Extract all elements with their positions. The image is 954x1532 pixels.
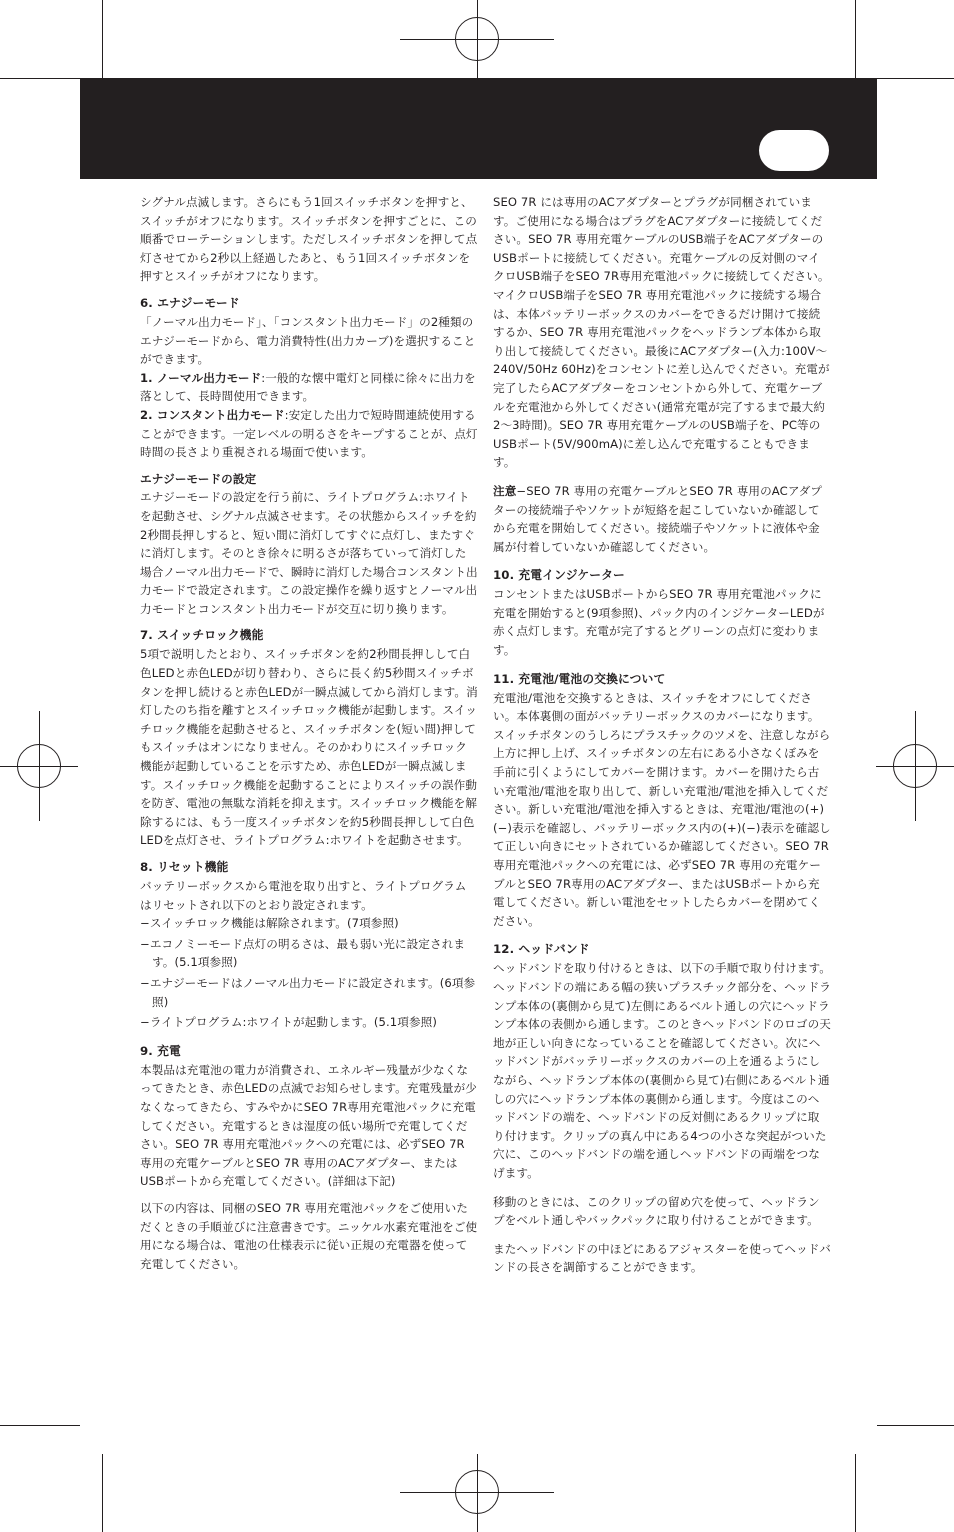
caution-label: 注意 xyxy=(493,483,517,498)
section-8-list-item: −エコノミーモード点灯の明るさは、最も弱い光に設定されます。(5.1項参照) xyxy=(140,936,466,970)
right-column xyxy=(493,193,831,1285)
section-10-heading: 10. 充電インジケーター xyxy=(493,568,625,583)
section-9-text-1: 本製品は充電池の電力が消費され、エネルギー残量が少なくなってきたとき、赤色LEDの点滅でお知らせします。充電残量が少なくなってきたら、すみやかにSEO 7R専用充電池パックに充電してください。充電するときは湿度の低い場所で充電してください。SEO 7R 専用充電池パックへの充電には、必ずSEO 7R 専用の充電ケーブルとSEO 7R 専用のACアダプター、またはUSBポートから充電してください。(詳細は下記) xyxy=(140,1062,478,1189)
section-9-heading: 9. 充電 xyxy=(140,1043,181,1058)
section-12-text-2: 移動のときには、このクリップの留め穴を使って、ヘッドランプをベルト通しやバックパックに取り付けることができます。 xyxy=(493,1194,820,1228)
section-11-heading: 11. 充電池/電池の交換について xyxy=(493,671,666,686)
section-10-text: コンセントまたはUSBポートからSEO 7R 専用充電池パックに充電を開始すると(9項参照)、パック内のインジケーターLEDが赤く点灯します。充電が完了するとグリーンの点灯に変わります。 xyxy=(493,587,825,658)
energy-mode-setting-text: エナジーモードの設定を行う前に、ライトプログラム:ホワイトを起動させ、シグナル点滅させます。その状態からスイッチを約2秒間長押しすると、短い間に消灯してすぐに点灯し、またすぐに消灯します。そのとき徐々に明るさが落ちていって消灯した場合ノーマル出力モードで、瞬時に消灯した場合コンスタント出力モードで設定されます。この設定操作を繰り返すとノーマル出力モードとコンスタント出力モードが交互に切り換ります。 xyxy=(140,490,478,616)
charging-procedure-text: SEO 7R には専用のACアダプターとプラグが同梱されています。ご使用になる場合はプラグをACアダプターに接続してください。SEO 7R 専用充電ケーブルのUSB端子をACアダプターのUSBポートに接続してください。充電ケーブルの反対側のマイクロUSB端子をSEO 7R専用充電池パックに接続してください。マイクロUSB端子をSEO 7R 専用充電池パックに接続する場合は、本体バッテリーボックスのカバーをできるだけ開けて接続するか、SEO 7R 専用充電池パックをヘッドランプ本体から取り出して接続してください。最後にACアダプター(入力:100V〜240V/50Hz 60Hz)をコンセントに差し込んでください。充電が完了したらACアダプターをコンセントから外して、充電ケーブルを充電池から外してください(通常充電が完了するまで最大約2〜3時間)。SEO 7R 専用充電ケーブルのUSB端子を、PC等のUSBポート(5V/900mA)に差し込んで充電することもできます。 xyxy=(493,195,830,470)
intro-paragraph: シグナル点滅します。さらにもう1回スイッチボタンを押すと、スイッチがオフになります。スイッチボタンを押すごとに、この順番でローテーションします。ただしスイッチボタンを押して点灯させてから2秒以上経過したあと、もう1回スイッチボタンを押すとスイッチがオフになります。 xyxy=(140,195,478,284)
section-6-item-2-text: :安定した出力で短時間連続使用することができます。一定レベルの明るさをキープすることが、点灯時間の長さより重視される場面で使います。 xyxy=(140,407,478,460)
section-6-text: 「ノーマル出力モード」、「コンスタント出力モード」の2種類のエナジーモードから、電力消費特性(出力カーブ)を選択することができます。 xyxy=(140,314,476,367)
section-7-text: 5項で説明したとおり、スイッチボタンを約2秒間長押しして白色LEDと赤色LEDが切り替わり、さらに長く約5秒間スイッチボタンを押し続けると赤色LEDが一瞬点滅してから消灯します。消灯したのち指を離すとスイッチロック機能が起動します。スイッチロック機能を起動させると、スイッチボタンを(短い間)押してもスイッチはオンになりません。そのかわりにスイッチロック機能が起動していることを示すため、赤色LEDが一瞬点滅します。スイッチロック機能を起動することによりスイッチの誤作動を防ぎ、電池の無駄な消耗を抑えます。スイッチロック機能を解除するには、もう一度スイッチボタンを約5秒間長押しして白色LEDを点灯させ、ライトプログラム:ホワイトを起動させます。 xyxy=(140,647,478,848)
page-badge xyxy=(759,130,829,171)
section-9-text-2: 以下の内容は、同梱のSEO 7R 専用充電池パックをご使用いただくときの手順並びに注意書きです。ニッケル水素充電池をご使用になる場合は、電池の仕様表示に従い正規の充電器を使って充電してください。 xyxy=(140,1200,478,1271)
section-6-heading: 6. エナジーモード xyxy=(140,295,240,310)
section-6-item-2-label: 2. コンスタント出力モード xyxy=(140,407,285,422)
section-6-item-1 xyxy=(140,369,478,406)
section-12-text-1: ヘッドバンドを取り付けるときは、以下の手順で取り付けます。ヘッドバンドの端にある幅の狭いプラスチック部分を、ヘッドランプ本体の(裏側から見て)左側にあるベルト通しの穴にヘッドランプ本体の表側から通します。このときヘッドバンドのロゴの天地が正しい向きになっていることを確認してください。次にヘッドバンドがバッテリーボックスのカバーの上を通るようにしながら、ヘッドランプ本体の(裏側から見て)右側にあるベルト通しの穴にヘッドランプ本体の裏側から通します。今度はこのヘッドバンドの端を、ヘッドバンドの反対側にあるクリップに取り付けます。クリップの真ん中にある4つの小さな突起がついた穴に、このヘッドバンドの端を通しヘッドバンドの両端をつなげます。 xyxy=(493,961,831,1180)
section-8-list-item: −ライトプログラム:ホワイトが起動します。(5.1項参照) xyxy=(140,1015,437,1030)
section-7-heading: 7. スイッチロック機能 xyxy=(140,628,264,643)
section-8-list-item: −スイッチロック機能は解除されます。(7項参照) xyxy=(140,916,399,931)
energy-mode-setting-heading: エナジーモードの設定 xyxy=(140,471,257,486)
header-bar xyxy=(80,78,877,179)
section-12-heading: 12. ヘッドバンド xyxy=(493,942,590,957)
section-6-item-1-label: 1. ノーマル出力モード xyxy=(140,370,262,385)
section-8-text: バッテリーボックスから電池を取り出すと、ライトプログラムはリセットされ以下のとおり設定されます。 xyxy=(140,879,467,912)
caution-text: −SEO 7R 専用の充電ケーブルとSEO 7R 専用のACアダプターの接続端子やソケットが短絡を起こしていないか確認してから充電を開始してください。接続端子やソケットに液体や金属が付着していないか確認してください。 xyxy=(493,483,823,554)
left-column xyxy=(140,193,478,1281)
section-8-heading: 8. リセット機能 xyxy=(140,860,229,874)
caution-paragraph xyxy=(493,482,831,556)
section-12-text-3: またヘッドバンドの中ほどにあるアジャスターを使ってヘッドバンドの長さを調節することができます。 xyxy=(493,1241,831,1275)
section-6-item-2 xyxy=(140,406,478,462)
section-8-list-item: −エナジーモードはノーマル出力モードに設定されます。(6項参照) xyxy=(140,975,476,1009)
section-11-text: 充電池/電池を交換するときは、スイッチをオフにしてください。本体裏側の面がバッテリーボックスのカバーになります。スイッチボタンのうしろにプラスチックのツメを、注意しながら上方に押し上げ、スイッチボタンの左右にある小さなくぼみを手前に引くようにしてカバーを開けます。カバーを開けたら古い充電池/電池を取り出して、新しい充電池/電池を挿入してください。新しい充電池/電池を挿入するときは、充電池/電池の(+)(−)表示を確認し、バッテリーボックス内の(+)(−)表示を確認して正しい向きにセットされているか確認してください。SEO 7R専用充電池パックへの充電には、必ずSEO 7R 専用の充電ケーブルとSEO 7R専用のACアダプター、またはUSBポートから充電してください。新しい電池をセットしたらカバーを閉めてください。 xyxy=(493,690,831,928)
section-6-item-1-text: :一般的な懐中電灯と同様に徐々に出力を落として、長時間使用できます。 xyxy=(140,370,476,404)
